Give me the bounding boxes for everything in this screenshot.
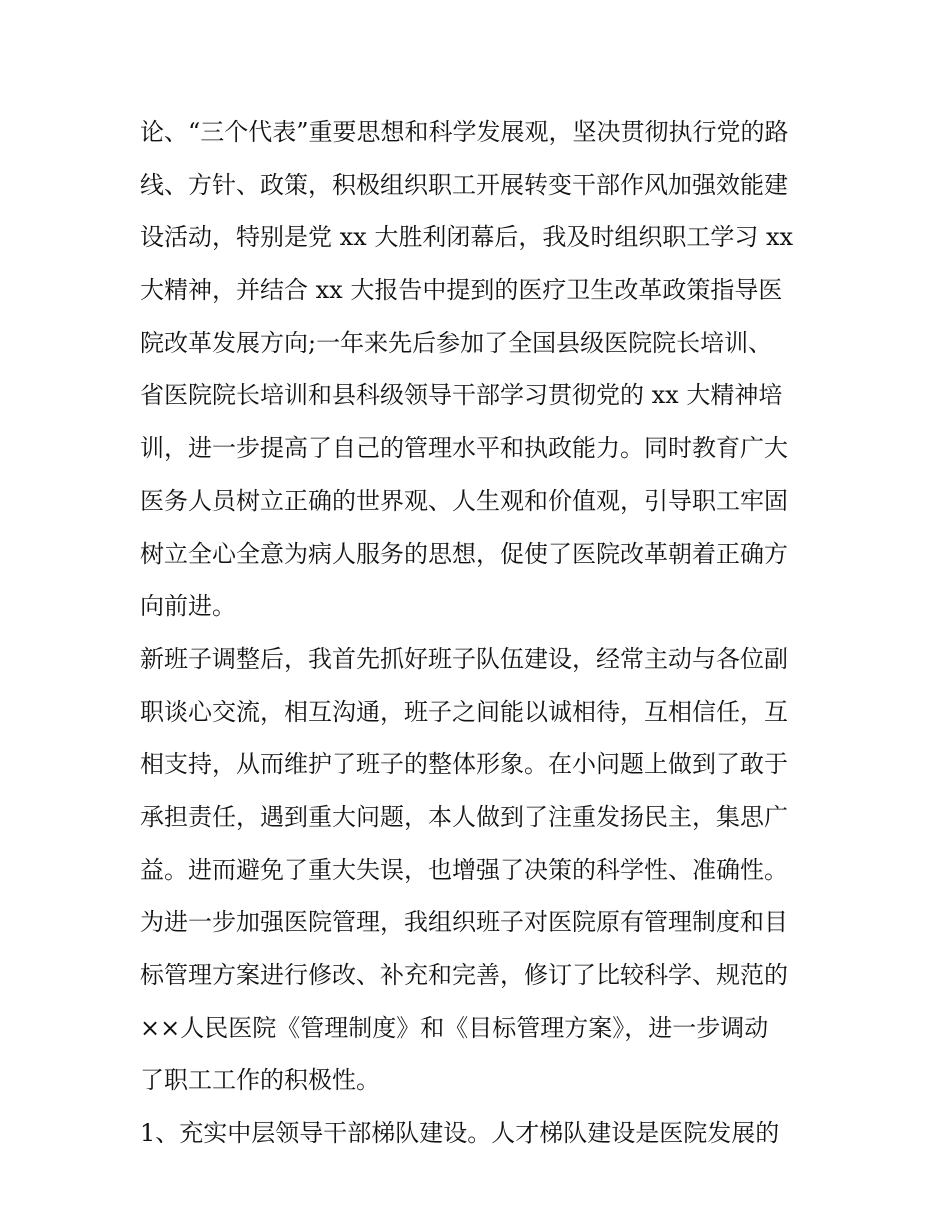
body-text [140, 106, 820, 1160]
text-line: 相支持，从而维护了班子的整体形象。在小问题上做到了敢于 [140, 750, 788, 779]
text-line: 训，进一步提高了自己的管理水平和执政能力。同时教育广大 [140, 434, 788, 463]
text-line: ××人民医院《管理制度》和《目标管理方案》，进一步调动 [140, 1013, 769, 1042]
text-line: 院改革发展方向;一年来先后参加了全国县级医院院长培训、 [140, 328, 773, 357]
text-line: 省医院院长培训和县科级领导干部学习贯彻党的 xx 大精神培 [140, 381, 783, 410]
text-line: 论、“三个代表”重要思想和科学发展观，坚决贯彻执行党的路 [140, 118, 789, 146]
text-line: 线、方针、政策，积极组织职工开展转变干部作风加强效能建 [140, 170, 788, 199]
text-line: 标管理方案进行修改、补充和完善，修订了比较科学、规范的 [140, 961, 788, 989]
text-line: 益。进而避免了重大失误，也增强了决策的科学性、准确性。 [140, 855, 788, 884]
text-line: 大精神，并结合 xx 大报告中提到的医疗卫生改革政策指导医 [140, 276, 783, 305]
text-line: 了职工工作的积极性。 [140, 1066, 380, 1095]
text-line: 新班子调整后，我首先抓好班子队伍建设，经常主动与各位副 [140, 644, 788, 673]
text-line: 向前进。 [140, 592, 236, 621]
text-line: 设活动，特别是党 xx 大胜利闭幕后，我及时组织职工学习 xx [140, 223, 794, 252]
text-line: 承担责任，遇到重大问题，本人做到了注重发扬民主，集思广 [140, 802, 788, 831]
text-line: 医务人员树立正确的世界观、人生观和价值观，引导职工牢固 [140, 486, 788, 515]
text-line: 职谈心交流，相互沟通，班子之间能以诚相待，互相信任，互 [140, 697, 788, 726]
text-line: 1、充实中层领导干部梯队建设。人才梯队建设是医院发展的 [140, 1119, 780, 1148]
text-line: 为进一步加强医院管理，我组织班子对医院原有管理制度和目 [140, 908, 788, 937]
text-line: 树立全心全意为病人服务的思想，促使了医院改革朝着正确方 [140, 539, 788, 568]
